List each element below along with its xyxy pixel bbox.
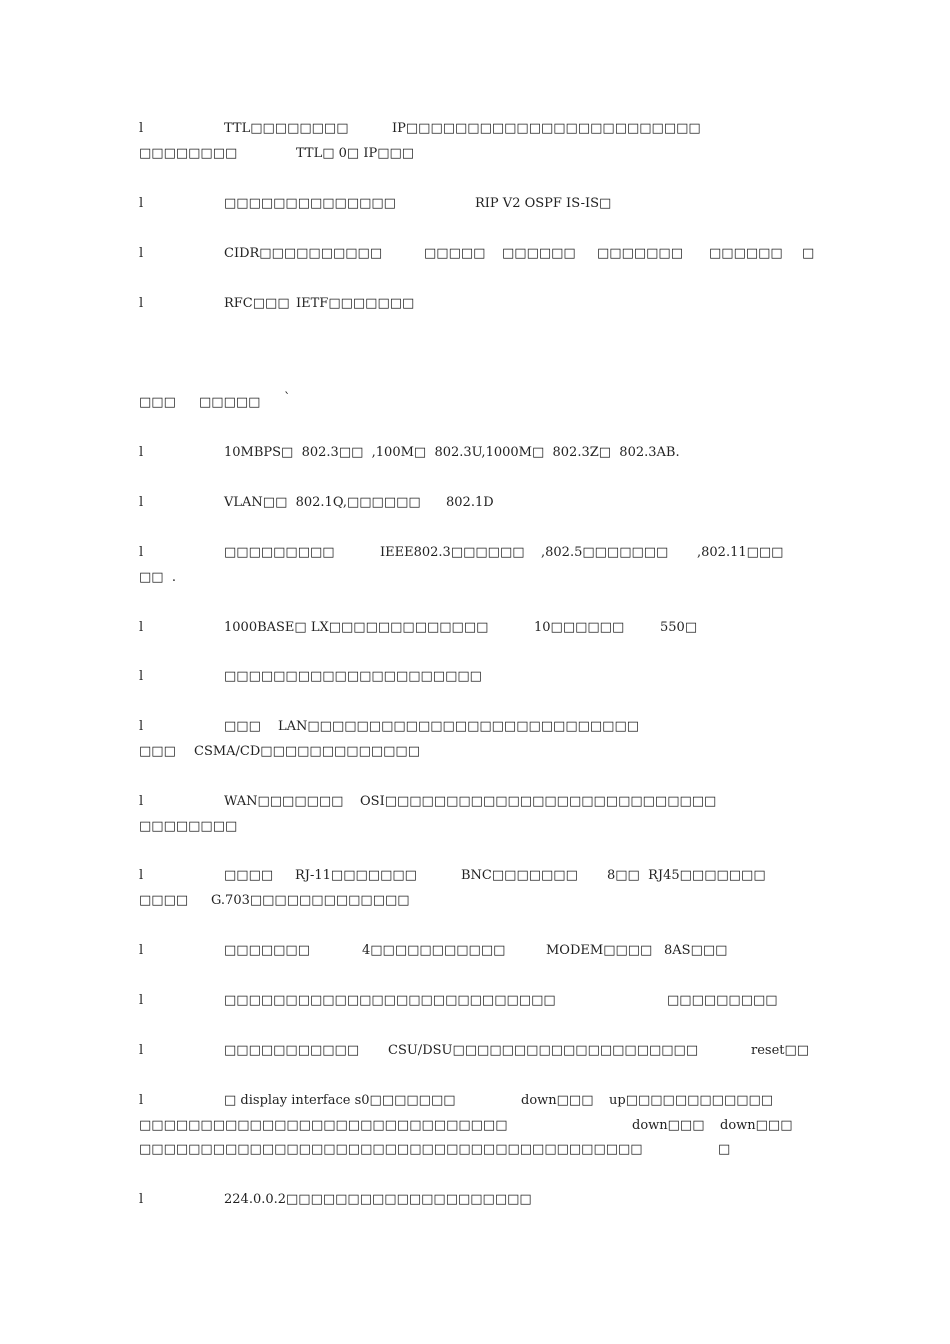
text-segment: l bbox=[139, 196, 144, 211]
text-segment: TTL□ 0□ IP□□□ bbox=[296, 146, 415, 161]
text-segment: l bbox=[139, 1192, 144, 1207]
section-heading: □□□ bbox=[139, 395, 176, 410]
text-segment: l bbox=[139, 719, 144, 734]
text-segment: □□□ bbox=[224, 719, 261, 734]
text-segment: reset□□ bbox=[751, 1043, 810, 1058]
text-segment: □□□□□□□□□□□□□□□□□□□□□□□□□□□□□□ bbox=[139, 1118, 508, 1133]
text-segment: l bbox=[139, 445, 144, 460]
text-segment: □□□ bbox=[139, 744, 176, 759]
text-segment: down□□□ bbox=[720, 1118, 793, 1133]
text-segment: CSU/DSU□□□□□□□□□□□□□□□□□□□□ bbox=[388, 1043, 699, 1058]
text-segment: VLAN□□ 802.1Q,□□□□□□ bbox=[224, 495, 421, 510]
text-segment: RJ-11□□□□□□□ bbox=[295, 868, 417, 883]
text-segment: IEEE802.3□□□□□□ bbox=[380, 545, 525, 560]
text-segment: □□□□□□□□□□□□□□□□□□□□□ bbox=[224, 669, 482, 684]
text-segment: 10MBPS□ 802.3□□ ,100M□ 802.3U,1000M□ 802.3Z□ 802.3AB. bbox=[224, 445, 680, 460]
text-segment: □□ . bbox=[139, 570, 176, 585]
text-segment: l bbox=[139, 121, 144, 136]
text-segment: MODEM□□□□ bbox=[546, 943, 653, 958]
text-segment: l bbox=[139, 1043, 144, 1058]
text-segment: □ display interface s0□□□□□□□ bbox=[224, 1093, 456, 1108]
text-segment: 4□□□□□□□□□□□ bbox=[362, 943, 506, 958]
text-segment: ` bbox=[284, 391, 291, 406]
text-segment: l bbox=[139, 993, 144, 1008]
text-segment: WAN□□□□□□□ bbox=[224, 794, 344, 809]
text-segment: 550□ bbox=[660, 620, 698, 635]
text-segment: IETF□□□□□□□ bbox=[296, 296, 415, 311]
section-heading: □□□□□ bbox=[199, 395, 261, 410]
text-segment: □□□□□□□□□ bbox=[224, 545, 335, 560]
text-segment: 10□□□□□□ bbox=[534, 620, 625, 635]
text-segment: IP□□□□□□□□□□□□□□□□□□□□□□□□ bbox=[392, 121, 701, 136]
text-segment: ,802.11□□□ bbox=[697, 545, 784, 560]
text-segment: □□□□□□□□□□□ bbox=[224, 1043, 360, 1058]
text-segment: 1000BASE□ LX□□□□□□□□□□□□□ bbox=[224, 620, 489, 635]
text-segment: down□□□ bbox=[521, 1093, 594, 1108]
text-segment: 8□□ RJ45□□□□□□□ bbox=[607, 868, 766, 883]
text-segment: □□□□ bbox=[224, 868, 274, 883]
text-segment: l bbox=[139, 943, 144, 958]
text-segment: □□□□□□ bbox=[709, 246, 783, 261]
text-segment: □□□□□ bbox=[424, 246, 486, 261]
text-segment: BNC□□□□□□□ bbox=[461, 868, 578, 883]
text-segment: l bbox=[139, 246, 144, 261]
text-segment: G.703□□□□□□□□□□□□□ bbox=[211, 893, 410, 908]
text-segment: l bbox=[139, 296, 144, 311]
text-segment: □□□□□□□□□ bbox=[667, 993, 778, 1008]
text-segment: □□□□ bbox=[139, 893, 189, 908]
text-segment: □□□□□□□□□□□□□□□□□□□□□□□□□□□□□□□□□□□□□□□□□ bbox=[139, 1142, 643, 1157]
text-segment: l bbox=[139, 620, 144, 635]
text-segment: □□□□□□□ bbox=[597, 246, 683, 261]
text-segment: □□□□□□□□ bbox=[139, 146, 238, 161]
text-segment: l bbox=[139, 1093, 144, 1108]
text-segment: CIDR□□□□□□□□□□ bbox=[224, 246, 383, 261]
text-segment: □ bbox=[718, 1142, 731, 1157]
text-segment: l bbox=[139, 495, 144, 510]
text-segment: 224.0.0.2□□□□□□□□□□□□□□□□□□□□ bbox=[224, 1192, 532, 1207]
text-segment: OSI□□□□□□□□□□□□□□□□□□□□□□□□□□□ bbox=[360, 794, 717, 809]
text-segment: l bbox=[139, 545, 144, 560]
text-segment: ,802.5□□□□□□□ bbox=[541, 545, 669, 560]
text-segment: TTL□□□□□□□□ bbox=[224, 121, 349, 136]
text-segment: l bbox=[139, 669, 144, 684]
text-segment: □□□□□□□ bbox=[224, 943, 310, 958]
text-segment: 8AS□□□ bbox=[664, 943, 728, 958]
text-segment: LAN□□□□□□□□□□□□□□□□□□□□□□□□□□□ bbox=[278, 719, 640, 734]
text-segment: □□□□□□□□□□□□□□ bbox=[224, 196, 396, 211]
text-segment: CSMA/CD□□□□□□□□□□□□□ bbox=[194, 744, 420, 759]
text-segment: l bbox=[139, 794, 144, 809]
text-segment: l bbox=[139, 868, 144, 883]
text-segment: 802.1D bbox=[446, 495, 494, 510]
text-segment: □□□□□□ bbox=[502, 246, 576, 261]
text-segment: □ bbox=[802, 246, 815, 261]
text-segment: RIP V2 OSPF IS-IS□ bbox=[475, 196, 612, 211]
text-segment: RFC□□□ bbox=[224, 296, 290, 311]
text-segment: □□□□□□□□ bbox=[139, 819, 238, 834]
text-segment: up□□□□□□□□□□□□ bbox=[609, 1093, 774, 1108]
text-segment: □□□□□□□□□□□□□□□□□□□□□□□□□□□ bbox=[224, 993, 556, 1008]
text-segment: down□□□ bbox=[632, 1118, 705, 1133]
